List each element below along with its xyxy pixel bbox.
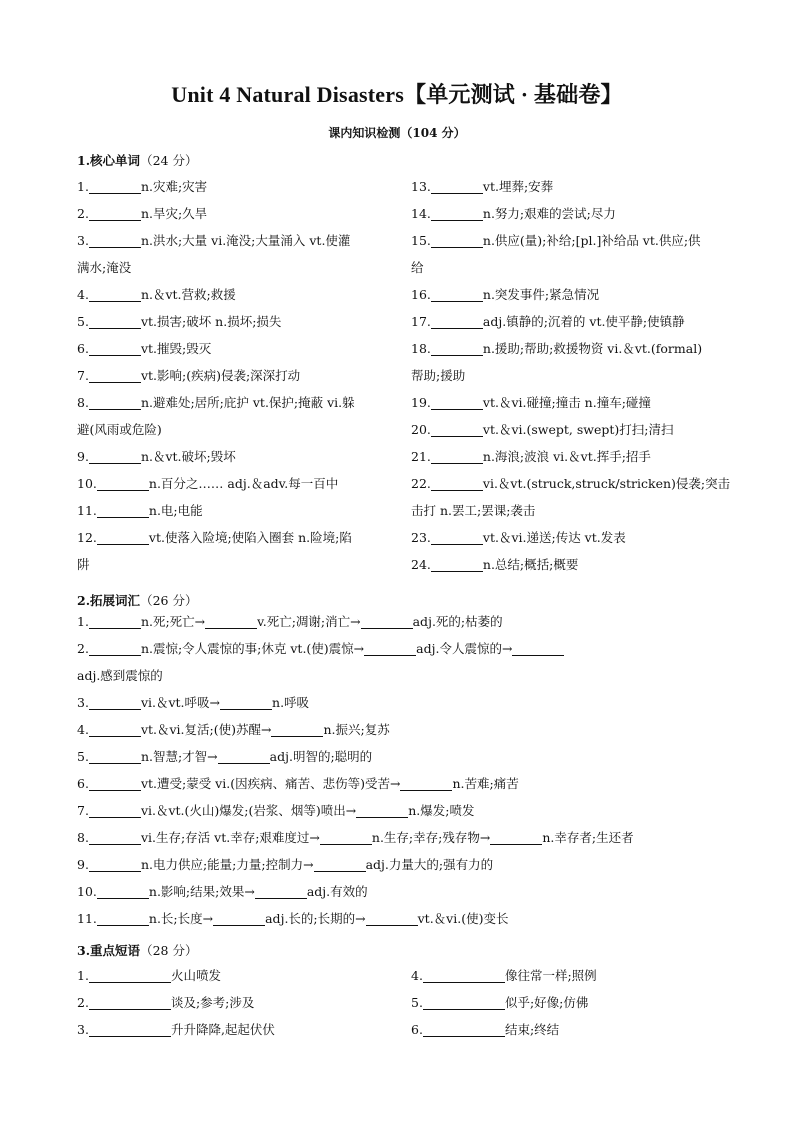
item-definition: adj.有效的 bbox=[306, 884, 368, 899]
word-item bbox=[77, 173, 207, 200]
item-definition: n.电;电能 bbox=[148, 503, 203, 518]
item-definition: n.＆vt.破坏;毁坏 bbox=[140, 449, 236, 464]
item-number: 5. bbox=[411, 995, 423, 1010]
item-definition: vt.＆vi.碰撞;撞击 n.撞车;碰撞 bbox=[482, 395, 651, 410]
word-item bbox=[77, 743, 372, 770]
word-item bbox=[77, 389, 355, 416]
phrase-item bbox=[77, 962, 221, 989]
page-subtitle: 课内知识检测（104 分） bbox=[328, 126, 466, 140]
word-item bbox=[77, 824, 634, 851]
word-item bbox=[411, 227, 701, 254]
item-number: 24. bbox=[411, 557, 431, 572]
item-definition: 谈及;参考;涉及 bbox=[170, 995, 255, 1010]
item-definition: n.震惊;令人震惊的事;休克 vt.(使)震惊→ bbox=[140, 641, 365, 656]
answer-blank[interactable] bbox=[431, 341, 483, 356]
item-definition: n.海浪;波浪 vi.＆vt.挥手;招手 bbox=[482, 449, 651, 464]
item-definition: n.洪水;大量 vi.淹没;大量涌入 vt.使灌 bbox=[140, 233, 351, 248]
word-item bbox=[411, 416, 673, 443]
item-definition-continued: 阱 bbox=[77, 557, 90, 572]
item-number: 8. bbox=[77, 395, 89, 410]
answer-blank[interactable] bbox=[423, 968, 505, 983]
item-definition: adj.镇静的;沉着的 vt.使平静;使镇静 bbox=[482, 314, 685, 329]
item-definition-continued: 避(风雨或危险) bbox=[77, 422, 162, 437]
answer-blank[interactable] bbox=[89, 722, 141, 737]
section-heading-phrases bbox=[77, 941, 197, 959]
item-definition-continued: 帮助;援助 bbox=[411, 368, 466, 383]
word-item bbox=[411, 551, 578, 578]
item-number: 2. bbox=[77, 206, 89, 221]
item-definition: adj.令人震惊的→ bbox=[416, 641, 513, 656]
item-definition-continued: 满水;淹没 bbox=[77, 260, 132, 275]
word-item bbox=[77, 524, 352, 551]
word-item bbox=[77, 851, 493, 878]
answer-blank[interactable] bbox=[89, 395, 141, 410]
answer-blank[interactable] bbox=[97, 476, 149, 491]
item-definition: vi.生存;存活 vt.幸存;艰难度过→ bbox=[140, 830, 320, 845]
phrase-item bbox=[411, 1016, 559, 1043]
answer-blank[interactable] bbox=[361, 614, 413, 629]
item-number: 1. bbox=[77, 614, 89, 629]
section-title: 1.核心单词 bbox=[77, 153, 141, 168]
item-definition: vi.＆vt.(struck,struck/stricken)侵袭;突击 bbox=[482, 476, 731, 491]
word-item bbox=[411, 200, 616, 227]
answer-blank[interactable] bbox=[89, 206, 141, 221]
item-number: 6. bbox=[411, 1022, 423, 1037]
item-number: 11. bbox=[77, 911, 97, 926]
answer-blank[interactable] bbox=[89, 749, 141, 764]
item-definition: n.电力供应;能量;力量;控制力→ bbox=[140, 857, 314, 872]
answer-blank[interactable] bbox=[431, 449, 483, 464]
item-number: 10. bbox=[77, 884, 97, 899]
answer-blank[interactable] bbox=[89, 830, 141, 845]
word-item bbox=[77, 770, 519, 797]
answer-blank[interactable] bbox=[213, 911, 265, 926]
item-definition: vt.＆vi.(使)变长 bbox=[417, 911, 509, 926]
answer-blank[interactable] bbox=[512, 641, 564, 656]
item-definition: vt.遭受;蒙受 vi.(因疾病、痛苦、悲伤等)受苦→ bbox=[140, 776, 401, 791]
word-item bbox=[411, 389, 651, 416]
item-number: 3. bbox=[77, 233, 89, 248]
item-number: 7. bbox=[77, 368, 89, 383]
word-item bbox=[77, 443, 236, 470]
item-definition: vt.损害;破坏 n.损坏;损失 bbox=[140, 314, 282, 329]
answer-blank[interactable] bbox=[89, 341, 141, 356]
item-number: 18. bbox=[411, 341, 431, 356]
item-definition: n.生存;幸存;残存物→ bbox=[371, 830, 491, 845]
answer-blank[interactable] bbox=[97, 530, 149, 545]
word-item bbox=[77, 689, 309, 716]
item-definition: n.影响;结果;效果→ bbox=[148, 884, 255, 899]
item-definition: n.幸存者;生还者 bbox=[542, 830, 634, 845]
item-number: 9. bbox=[77, 857, 89, 872]
item-definition: v.死亡;凋谢;消亡→ bbox=[257, 614, 361, 629]
word-item bbox=[77, 470, 338, 497]
answer-blank[interactable] bbox=[89, 857, 141, 872]
item-number: 3. bbox=[77, 695, 89, 710]
word-item bbox=[411, 335, 702, 362]
item-definition: vt.影响;(疾病)侵袭;深深打动 bbox=[140, 368, 301, 383]
section-points: （24 分） bbox=[140, 153, 198, 168]
section-title: 2.拓展词汇 bbox=[77, 593, 141, 608]
item-definition: 升升降降,起起伏伏 bbox=[170, 1022, 275, 1037]
item-definition: adj.感到震惊的 bbox=[77, 668, 163, 683]
answer-blank[interactable] bbox=[89, 803, 141, 818]
section-heading-extended-words bbox=[77, 591, 197, 609]
item-number: 4. bbox=[411, 968, 423, 983]
answer-blank[interactable] bbox=[89, 314, 141, 329]
item-number: 21. bbox=[411, 449, 431, 464]
word-item bbox=[411, 173, 553, 200]
item-number: 14. bbox=[411, 206, 431, 221]
answer-blank[interactable] bbox=[431, 287, 483, 302]
item-definition: n.＆vt.营救;救援 bbox=[140, 287, 236, 302]
item-definition: n.总结;概括;概要 bbox=[482, 557, 579, 572]
answer-blank[interactable] bbox=[255, 884, 307, 899]
answer-blank[interactable] bbox=[431, 476, 483, 491]
item-definition: adj.明智的;聪明的 bbox=[269, 749, 373, 764]
answer-blank[interactable] bbox=[400, 776, 452, 791]
answer-blank[interactable] bbox=[205, 614, 257, 629]
word-item bbox=[77, 227, 350, 254]
item-number: 1. bbox=[77, 968, 89, 983]
section-heading-core-words bbox=[77, 151, 197, 169]
answer-blank[interactable] bbox=[97, 884, 149, 899]
answer-blank[interactable] bbox=[490, 830, 542, 845]
phrase-item bbox=[411, 962, 597, 989]
answer-blank[interactable] bbox=[423, 995, 505, 1010]
item-definition: 像往常一样;照例 bbox=[504, 968, 597, 983]
item-definition: vi.＆vt.(火山)爆发;(岩浆、烟等)喷出→ bbox=[140, 803, 357, 818]
item-definition: n.旱灾;久旱 bbox=[140, 206, 208, 221]
item-definition: n.突发事件;紧急情况 bbox=[482, 287, 600, 302]
item-definition: 火山喷发 bbox=[170, 968, 221, 983]
item-number: 12. bbox=[77, 530, 97, 545]
answer-blank[interactable] bbox=[431, 233, 483, 248]
item-definition: n.百分之…… adj.＆adv.每一百中 bbox=[148, 476, 339, 491]
item-number: 9. bbox=[77, 449, 89, 464]
answer-blank[interactable] bbox=[89, 776, 141, 791]
item-definition: vt.埋葬;安葬 bbox=[482, 179, 554, 194]
answer-blank[interactable] bbox=[364, 641, 416, 656]
item-definition: n.努力;艰难的尝试;尽力 bbox=[482, 206, 616, 221]
item-number: 1. bbox=[77, 179, 89, 194]
answer-blank[interactable] bbox=[218, 749, 270, 764]
item-number: 7. bbox=[77, 803, 89, 818]
item-number: 2. bbox=[77, 995, 89, 1010]
answer-blank[interactable] bbox=[431, 395, 483, 410]
item-number: 17. bbox=[411, 314, 431, 329]
item-number: 2. bbox=[77, 641, 89, 656]
word-item bbox=[411, 470, 730, 497]
item-definition: vi.＆vt.呼吸→ bbox=[140, 695, 221, 710]
item-definition: n.灾难;灾害 bbox=[140, 179, 208, 194]
item-definition-continued: 击打 n.罢工;罢课;袭击 bbox=[411, 503, 536, 518]
answer-blank[interactable] bbox=[366, 911, 418, 926]
item-number: 5. bbox=[77, 749, 89, 764]
phrase-item bbox=[77, 989, 254, 1016]
answer-blank[interactable] bbox=[320, 830, 372, 845]
item-definition: n.避难处;居所;庇护 vt.保护;掩蔽 vi.躲 bbox=[140, 395, 355, 410]
item-definition: vt.＆vi.复活;(使)苏醒→ bbox=[140, 722, 272, 737]
item-definition: n.长;长度→ bbox=[148, 911, 214, 926]
item-definition: n.苦难;痛苦 bbox=[452, 776, 519, 791]
answer-blank[interactable] bbox=[220, 695, 272, 710]
word-item-continued bbox=[77, 662, 163, 689]
item-definition: 结束;终结 bbox=[504, 1022, 560, 1037]
word-item bbox=[77, 905, 508, 932]
item-number: 6. bbox=[77, 776, 89, 791]
page-title: Unit 4 Natural Disasters【单元测试 · 基础卷】 bbox=[171, 82, 623, 107]
item-definition: vt.使落入险境;使陷入圈套 n.险境;陷 bbox=[148, 530, 352, 545]
answer-blank[interactable] bbox=[423, 1022, 505, 1037]
item-definition: adj.死的;枯萎的 bbox=[412, 614, 503, 629]
answer-blank[interactable] bbox=[89, 179, 141, 194]
item-number: 15. bbox=[411, 233, 431, 248]
item-definition: 似乎;好像;仿佛 bbox=[504, 995, 589, 1010]
word-item bbox=[77, 608, 503, 635]
item-number: 8. bbox=[77, 830, 89, 845]
answer-blank[interactable] bbox=[89, 995, 171, 1010]
word-item bbox=[77, 797, 474, 824]
section-points: （26 分） bbox=[140, 593, 198, 608]
word-item bbox=[77, 497, 203, 524]
word-item bbox=[77, 716, 390, 743]
answer-blank[interactable] bbox=[89, 449, 141, 464]
item-number: 11. bbox=[77, 503, 97, 518]
answer-blank[interactable] bbox=[89, 695, 141, 710]
word-item bbox=[77, 635, 564, 662]
phrase-item bbox=[77, 1016, 275, 1043]
item-definition: adj.长的;长期的→ bbox=[265, 911, 366, 926]
word-item bbox=[411, 281, 599, 308]
word-item bbox=[77, 281, 236, 308]
item-number: 19. bbox=[411, 395, 431, 410]
answer-blank[interactable] bbox=[89, 1022, 171, 1037]
item-number: 13. bbox=[411, 179, 431, 194]
answer-blank[interactable] bbox=[431, 179, 483, 194]
answer-blank[interactable] bbox=[89, 233, 141, 248]
item-definition: vt.＆vi.(swept, swept)打扫;清扫 bbox=[482, 422, 674, 437]
phrase-item bbox=[411, 989, 588, 1016]
answer-blank[interactable] bbox=[431, 557, 483, 572]
section-points: （28 分） bbox=[140, 943, 198, 958]
word-item bbox=[77, 200, 207, 227]
item-definition: n.爆发;喷发 bbox=[408, 803, 475, 818]
answer-blank[interactable] bbox=[97, 503, 149, 518]
word-item bbox=[77, 878, 368, 905]
answer-blank[interactable] bbox=[431, 422, 483, 437]
answer-blank[interactable] bbox=[89, 641, 141, 656]
word-item bbox=[77, 308, 281, 335]
word-item bbox=[411, 443, 651, 470]
item-definition: n.智慧;才智→ bbox=[140, 749, 218, 764]
item-definition: adj.力量大的;强有力的 bbox=[365, 857, 494, 872]
item-number: 5. bbox=[77, 314, 89, 329]
answer-blank[interactable] bbox=[271, 722, 323, 737]
answer-blank[interactable] bbox=[314, 857, 366, 872]
item-number: 10. bbox=[77, 476, 97, 491]
item-number: 4. bbox=[77, 722, 89, 737]
section-title: 3.重点短语 bbox=[77, 943, 141, 958]
item-number: 16. bbox=[411, 287, 431, 302]
item-number: 6. bbox=[77, 341, 89, 356]
answer-blank[interactable] bbox=[431, 206, 483, 221]
item-number: 22. bbox=[411, 476, 431, 491]
item-definition-continued: 给 bbox=[411, 260, 424, 275]
item-definition: n.死;死亡→ bbox=[140, 614, 206, 629]
word-item bbox=[411, 308, 685, 335]
answer-blank[interactable] bbox=[89, 368, 141, 383]
item-definition: n.振兴;复苏 bbox=[323, 722, 390, 737]
word-item bbox=[77, 362, 300, 389]
answer-blank[interactable] bbox=[89, 968, 171, 983]
answer-blank[interactable] bbox=[356, 803, 408, 818]
item-definition: n.援助;帮助;救援物资 vi.＆vt.(formal) bbox=[482, 341, 703, 356]
answer-blank[interactable] bbox=[89, 614, 141, 629]
word-item bbox=[77, 335, 211, 362]
answer-blank[interactable] bbox=[89, 287, 141, 302]
word-item bbox=[411, 524, 626, 551]
answer-blank[interactable] bbox=[431, 530, 483, 545]
answer-blank[interactable] bbox=[431, 314, 483, 329]
item-number: 20. bbox=[411, 422, 431, 437]
answer-blank[interactable] bbox=[97, 911, 149, 926]
item-definition: vt.＆vi.递送;传达 vt.发表 bbox=[482, 530, 626, 545]
item-number: 23. bbox=[411, 530, 431, 545]
item-definition: n.供应(量);补给;[pl.]补给品 vt.供应;供 bbox=[482, 233, 701, 248]
item-definition: vt.摧毁;毁灭 bbox=[140, 341, 212, 356]
item-number: 3. bbox=[77, 1022, 89, 1037]
item-definition: n.呼吸 bbox=[272, 695, 310, 710]
item-number: 4. bbox=[77, 287, 89, 302]
